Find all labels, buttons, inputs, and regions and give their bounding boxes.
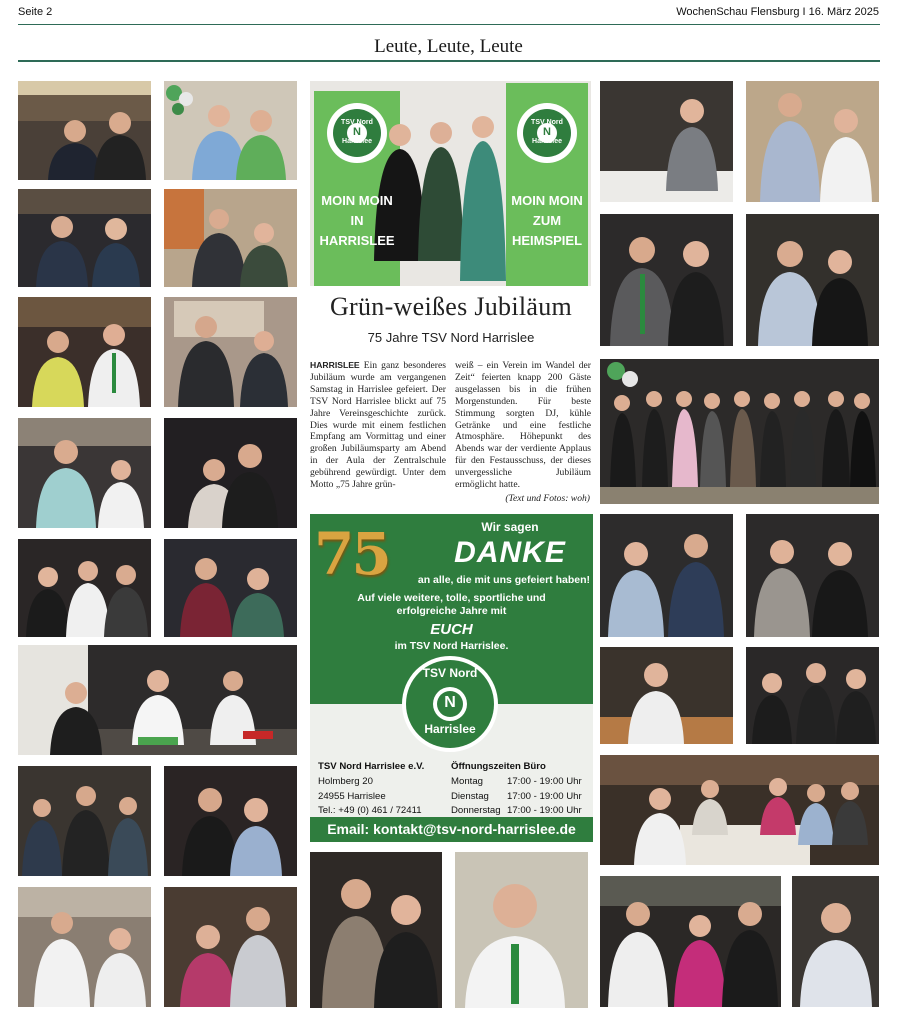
banner-left-top: TSV Nord <box>341 119 373 126</box>
banner-left-slogan: MOIN MOIN IN HARRISLEE <box>319 193 395 248</box>
photo-man-woman-checked <box>746 81 879 202</box>
photo-three-people-bottom <box>600 876 781 1007</box>
article-column-2 <box>455 360 591 491</box>
photo-three-women-dark <box>746 647 879 744</box>
photo-woman-man-glasses <box>164 418 297 528</box>
ad-logo-letter: N <box>444 694 456 711</box>
photo-three-men <box>18 766 151 876</box>
article-col2-text: weiß – ein Verein im Wandel der Zeit“ feierten knapp 200 Gäste ausgelassen bis in die frühen Morgenstunden. Für beste Stimmung sorgten DJ, kühle Getränke und eine festliche Atmosphäre. Höhepunkt des Abends war der verdiente Applaus für den Festausschuss, der dieses unvergessliche Jubiläum ermöglicht hatte. <box>455 360 591 491</box>
hours-time: 17:00 - 19:00 Uhr <box>507 790 582 802</box>
photo-man-woman-hall <box>164 189 297 287</box>
ad-club-line: im TSV Nord Harrislee. <box>394 640 509 652</box>
photo-three-women <box>18 539 151 637</box>
ad-address <box>318 760 424 819</box>
hours-day: Montag <box>451 775 483 787</box>
photo-man-woman-stage <box>164 539 297 637</box>
article-headline: Grün-weißes Jubiläum <box>329 292 573 321</box>
photo-woman-man-green-tie <box>18 297 151 407</box>
section-title: Leute, Leute, Leute <box>374 36 523 57</box>
photo-two-women-balloons <box>164 81 297 180</box>
article-col1-text: Ein ganz besonderes Jubiläum wurde am vergangenen Samstag in Harrislee gefeiert. Der TSV Nord Harrislee blickt auf 75 Jahre Vereinsgeschichte zurück. Dies wurde mit einem festlichen Empfang am Vormittag und einer großen Jubiläumsparty am Abend in der Aula der Zentralschule gebührend gewürdigt. Unter dem Motto „75 Jahre grün- <box>310 360 446 491</box>
banner-right-letter: N <box>543 126 551 138</box>
ad-euch: EUCH <box>430 621 473 638</box>
hours-row <box>451 775 582 790</box>
hours-day: Donnerstag <box>451 805 501 817</box>
photo-woman-man-casual <box>600 514 733 637</box>
photo-two-older-women <box>746 514 879 637</box>
banner-right-slogan: MOIN MOIN ZUM HEIMSPIEL <box>511 193 583 248</box>
ad-opening-hours <box>451 760 582 819</box>
ad-logo-top: TSV Nord <box>422 666 478 680</box>
photo-man-woman-toast <box>746 214 879 346</box>
banner-left-bottom: Harrislee <box>342 138 372 145</box>
ad-danke: DANKE <box>454 536 566 569</box>
photo-man-woman-smiling <box>164 766 297 876</box>
article-column-1 <box>310 360 446 491</box>
photo-man-woman-grey <box>600 214 733 346</box>
ad-city: 24955 Harrislee <box>318 790 386 802</box>
ad-phone: Tel.: +49 (0) 461 / 72411 <box>318 805 422 817</box>
ad-line-2: Auf viele weitere, tolle, sportliche und <box>357 592 546 604</box>
hours-time: 17:00 - 19:00 Uhr <box>507 775 582 787</box>
ad-street: Holmberg 20 <box>318 775 373 787</box>
masthead: WochenSchau Flensburg I 16. März 2025 <box>676 6 879 18</box>
photo-couple-center <box>310 852 442 1008</box>
banner-right-top: TSV Nord <box>531 119 563 126</box>
photo-man-woman-white <box>18 887 151 1007</box>
photo-table-group <box>18 645 297 755</box>
photo-party-tables <box>600 755 879 865</box>
photo-group-committee <box>600 359 879 504</box>
photo-man-woman-bright <box>18 418 151 528</box>
ad-wir-sagen: Wir sagen <box>481 520 539 534</box>
page-number: Seite 2 <box>18 6 53 18</box>
ad-anniversary-number: 75 <box>314 520 389 588</box>
banner-right-bottom: Harrislee <box>532 138 562 145</box>
banner-right-club <box>506 119 588 145</box>
hours-day: Dienstag <box>451 790 489 802</box>
hours-row <box>451 790 582 805</box>
photo-young-man <box>792 876 879 1007</box>
photo-woman-seated <box>600 647 733 744</box>
ad-line-1: an alle, die mit uns gefeiert haben! <box>417 574 590 586</box>
ad-line-3: erfolgreiche Jahre mit <box>396 605 507 617</box>
banner-left-letter: N <box>353 126 361 138</box>
article-subhead: 75 Jahre TSV Nord Harrislee <box>367 330 535 345</box>
article-dateline: HARRISLEE <box>310 360 360 370</box>
ad-org-name: TSV Nord Harrislee e.V. <box>318 761 425 772</box>
photo-two-men <box>18 81 151 180</box>
section-rule <box>18 60 880 62</box>
photo-three-women-banner <box>310 81 591 286</box>
top-rule <box>18 24 880 25</box>
photo-man-woman-wall <box>164 297 297 407</box>
photo-woman-man-check <box>164 887 297 1007</box>
ad-email: Email: kontakt@tsv-nord-harrislee.de <box>310 817 593 842</box>
banner-left-club <box>314 119 400 145</box>
ad-hours-title: Öffnungszeiten Büro <box>451 761 546 772</box>
thank-you-ad <box>310 514 593 842</box>
photo-couple-dark <box>18 189 151 287</box>
ad-logo-bottom: Harrislee <box>424 722 476 736</box>
photo-credit: (Text und Fotos: woh) <box>505 493 590 504</box>
photo-man-green-tie-center <box>455 852 588 1008</box>
photo-woman-bar <box>600 81 733 202</box>
hours-time: 17:00 - 19:00 Uhr <box>507 805 582 817</box>
